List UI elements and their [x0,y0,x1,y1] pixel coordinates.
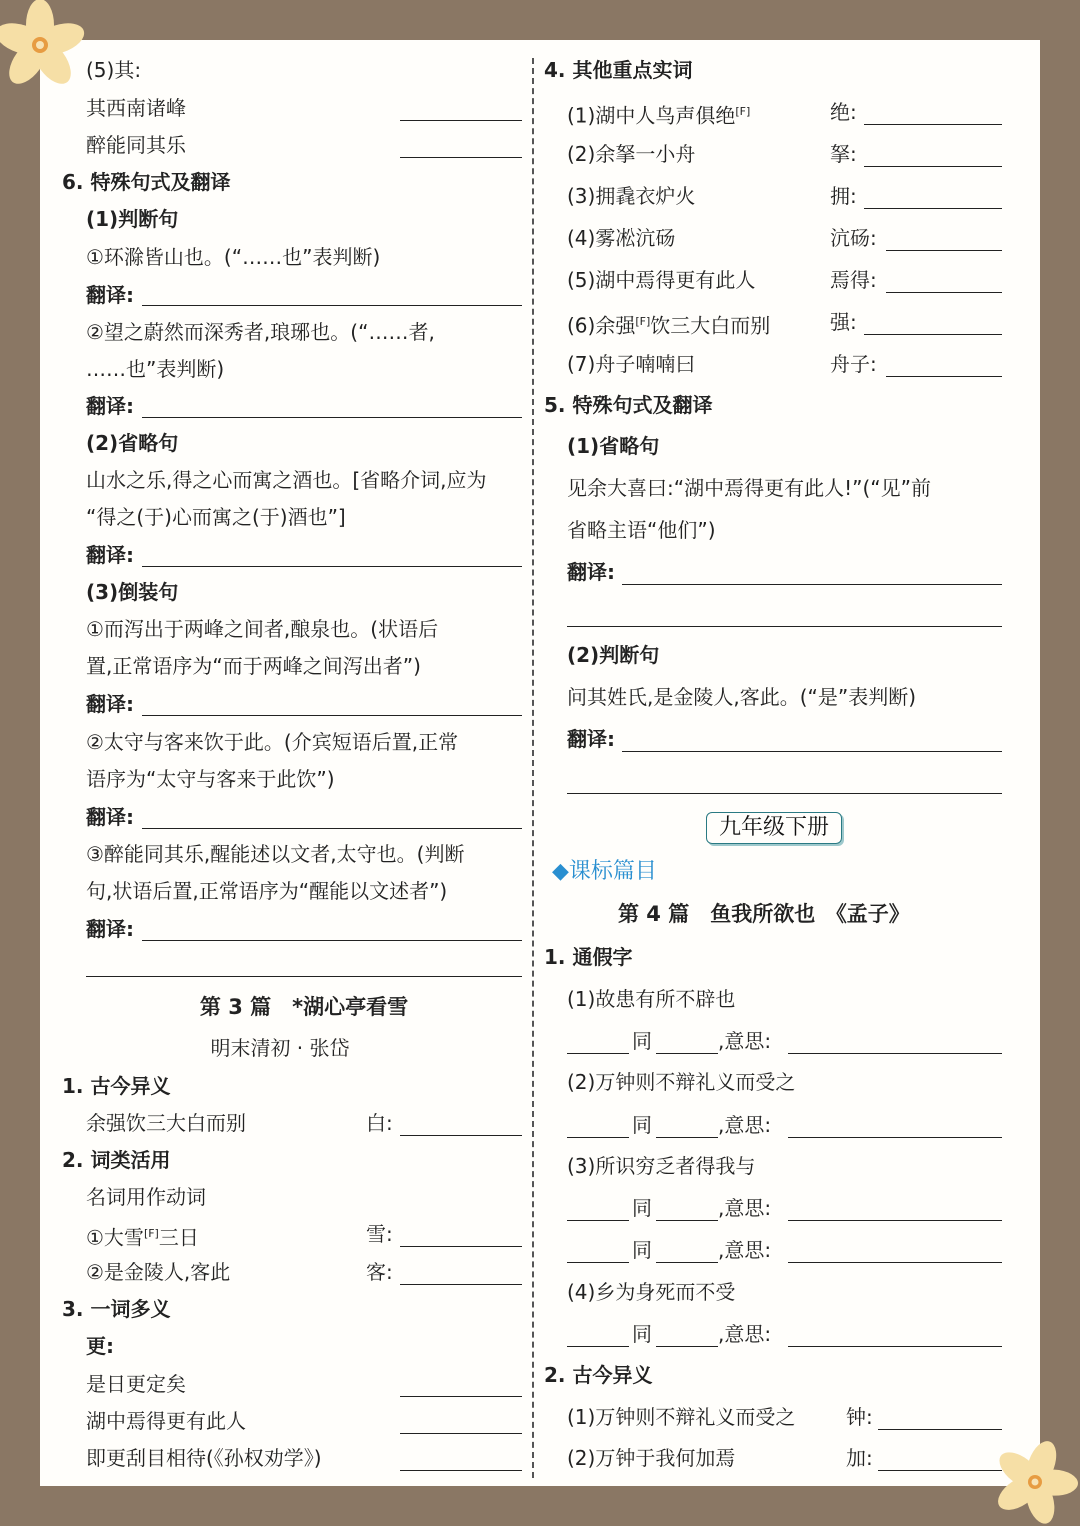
translation-label: 翻译: [567,727,615,751]
answer-blank[interactable] [567,1262,629,1263]
answer-blank[interactable] [864,334,1002,335]
item-text: ②是金陵人,客此 [86,1260,231,1284]
sentence: 省略主语“他们”) [567,518,716,542]
section-heading: 4. 其他重点实词 [544,58,693,82]
section-heading: 5. 特殊句式及翻译 [544,393,713,417]
item-text: (2)万钟则不辩礼义而受之 [567,1070,796,1094]
sentence: ①环滁皆山也。(“……也”表判断) [86,245,381,269]
translation-label: 翻译: [86,692,134,716]
translation-label: 翻译: [86,283,134,307]
subsection-heading: (2)判断句 [567,643,660,667]
word-label: 舟子: [830,352,877,376]
word-label: 沆砀: [830,226,877,250]
section-heading: 2. 词类活用 [62,1148,171,1172]
translation-label: 翻译: [86,543,134,567]
footnote-marker: [F] [635,315,651,328]
word-label: 强: [830,310,857,334]
word-label: 拏: [830,142,857,166]
item-text: (1)湖中人鸟声俱绝[F] [567,103,751,128]
answer-blank[interactable] [878,1470,1002,1471]
answer-blank[interactable] [656,1262,718,1263]
item-text: 名词用作动词 [86,1185,206,1209]
word-label: 雪: [366,1222,393,1246]
same-label: 同 [632,1322,652,1346]
answer-blank[interactable] [400,1246,522,1247]
column-divider [532,58,534,1478]
answer-blank[interactable] [400,157,522,158]
item-text: 余强饮三大白而别 [86,1111,246,1135]
translation-blank[interactable] [142,305,522,306]
subsection-heading: (1)省略句 [567,434,660,458]
translation-label: 翻译: [86,805,134,829]
translation-blank[interactable] [142,715,522,716]
item-text: ①大雪[F]三日 [86,1225,199,1250]
word-label: 绝: [830,100,857,124]
meaning-label: ,意思: [718,1196,772,1220]
answer-blank[interactable] [864,124,1002,125]
subsection-heading: (1)判断句 [86,207,179,231]
word-label: 白: [366,1111,393,1135]
answer-blank[interactable] [567,1137,629,1138]
answer-blank[interactable] [400,1135,522,1136]
answer-blank[interactable] [788,1220,1002,1221]
translation-blank[interactable] [142,828,522,829]
curriculum-heading: ◆课标篇目 [552,859,657,884]
section-heading: 3. 一词多义 [62,1297,171,1321]
meaning-label: ,意思: [718,1029,772,1053]
section-heading: 2. 古今异义 [544,1363,653,1387]
answer-blank[interactable] [886,292,1002,293]
word-label: 焉得: [830,268,877,292]
answer-blank[interactable] [864,208,1002,209]
translation-blank[interactable] [567,626,1002,627]
item-text: (1)万钟则不辩礼义而受之 [567,1405,796,1429]
translation-blank[interactable] [142,940,522,941]
translation-blank[interactable] [142,417,522,418]
answer-blank[interactable] [656,1220,718,1221]
answer-blank[interactable] [400,120,522,121]
translation-blank[interactable] [567,793,1002,794]
answer-blank[interactable] [788,1137,1002,1138]
sentence: 语序为“太守与客来于此饮”) [86,767,335,791]
sentence: 句,状语后置,正常语序为“醒能以文述者”) [86,879,448,903]
lesson-title: 第 3 篇 *湖心亭看雪 [199,995,409,1019]
meaning-label: ,意思: [718,1238,772,1262]
sentence: ②太守与客来饮于此。(介宾短语后置,正常 [86,730,459,754]
sentence: ①而泻出于两峰之间者,酿泉也。(状语后 [86,617,439,641]
section-heading: 1. 通假字 [544,945,633,969]
answer-blank[interactable] [886,250,1002,251]
translation-blank[interactable] [622,584,1002,585]
meaning-label: ,意思: [718,1113,772,1137]
translation-blank[interactable] [86,976,522,977]
item-text: (5)湖中焉得更有此人 [567,268,756,292]
sentence: 置,正常语序为“而于两峰之间泻出者”) [86,654,421,678]
answer-blank[interactable] [400,1396,522,1397]
answer-blank[interactable] [567,1220,629,1221]
item-text: 醉能同其乐 [86,133,186,157]
item-text: (3)拥毳衣炉火 [567,184,696,208]
translation-label: 翻译: [86,394,134,418]
answer-blank[interactable] [656,1346,718,1347]
item-text: (7)舟子喃喃曰 [567,352,696,376]
same-label: 同 [632,1113,652,1137]
translation-label: 翻译: [567,560,615,584]
answer-blank[interactable] [567,1053,629,1054]
flower-decoration-top-left [0,0,90,90]
lesson-title: 第 4 篇 鱼我所欲也 《孟子》 [618,902,910,926]
translation-blank[interactable] [622,751,1002,752]
answer-blank[interactable] [400,1284,522,1285]
answer-blank[interactable] [886,376,1002,377]
sentence: 山水之乐,得之心而寓之酒也。[省略介词,应为 [86,468,487,492]
item-text: 其西南诸峰 [86,96,186,120]
item-text: 湖中焉得更有此人 [86,1409,246,1433]
answer-blank[interactable] [656,1053,718,1054]
word-label: 拥: [830,184,857,208]
word-label: 客: [366,1260,393,1284]
answer-blank[interactable] [567,1346,629,1347]
answer-blank[interactable] [400,1433,522,1434]
item-text: (6)余强[F]饮三大白而别 [567,313,771,338]
item-text: (2)万钟于我何加焉 [567,1446,736,1470]
section-heading: 1. 古今异义 [62,1074,171,1098]
section-heading: 6. 特殊句式及翻译 [62,170,231,194]
lesson-author: 明末清初 · 张岱 [210,1036,350,1060]
item-text: (1)故患有所不辟也 [567,987,736,1011]
meaning-label: ,意思: [718,1322,772,1346]
subsection-heading: (2)省略句 [86,431,179,455]
flower-decoration-bottom-right [995,1440,1080,1526]
word-label: 更: [86,1334,114,1358]
item-text: (4)雾凇沆砀 [567,226,676,250]
footnote-marker: [F] [735,105,751,118]
answer-blank[interactable] [788,1053,1002,1054]
subsection-heading: (3)倒装句 [86,580,179,604]
same-label: 同 [632,1238,652,1262]
sentence: “得之(于)心而寓之(于)酒也”] [86,505,346,529]
translation-blank[interactable] [142,566,522,567]
answer-blank[interactable] [864,166,1002,167]
sentence: ②望之蔚然而深秀者,琅琊也。(“……者, [86,320,435,344]
item-text: (2)余拏一小舟 [567,142,696,166]
sentence: 问其姓氏,是金陵人,客此。(“是”表判断) [567,685,917,709]
item-label: (5)其: [86,58,142,82]
item-text: 即更刮目相待(《孙权劝学》) [86,1446,322,1470]
sentence: 见余大喜曰:“湖中焉得更有此人!”(“见”前 [567,476,932,500]
word-label: 加: [846,1446,873,1470]
footnote-marker: [F] [143,1227,159,1240]
answer-blank[interactable] [656,1137,718,1138]
answer-blank[interactable] [878,1429,1002,1430]
answer-blank[interactable] [788,1262,1002,1263]
word-label: 钟: [846,1405,873,1429]
item-text: (4)乡为身死而不受 [567,1280,736,1304]
sentence: ……也”表判断) [86,357,225,381]
answer-blank[interactable] [788,1346,1002,1347]
answer-blank[interactable] [400,1470,522,1471]
same-label: 同 [632,1196,652,1220]
sentence: ③醉能同其乐,醒能述以文者,太守也。(判断 [86,842,465,866]
item-text: (3)所识穷乏者得我与 [567,1154,756,1178]
same-label: 同 [632,1029,652,1053]
translation-label: 翻译: [86,917,134,941]
item-text: 是日更定矣 [86,1372,186,1396]
grade-title-box: 九年级下册 [706,812,842,844]
